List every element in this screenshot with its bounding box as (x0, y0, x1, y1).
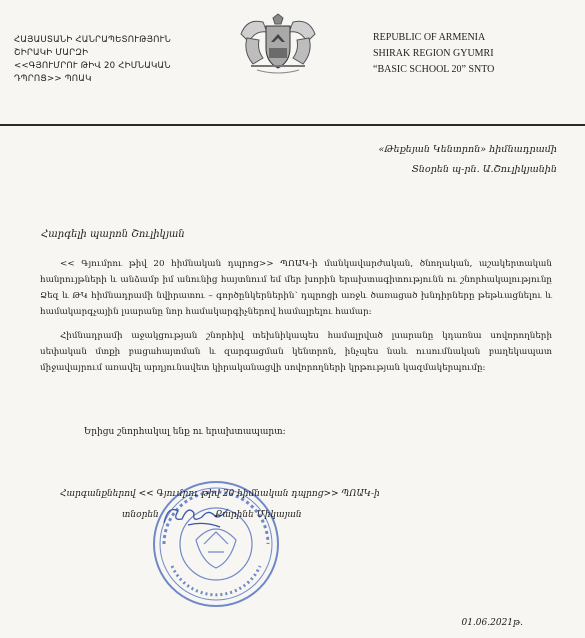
regards-line: Հարգանքներով << Գյումրու թիվ 20 հիմնական դպրոց>> ՊՈԱԿ-ի (60, 489, 380, 499)
addressee-block (379, 140, 557, 180)
letterhead-line: ՇԻՐԱԿԻ ՄԱՐԶԻ (14, 48, 89, 58)
letter-date: 01.06.2021թ. (461, 618, 523, 628)
letterhead-line: <<ԳՅՈՒՄՐՈՒ ԹԻՎ 20 ՀԻՄՆԱԿԱՆ (14, 61, 171, 71)
closing-line: Երիցս շնորհակալ ենք ու երախտապարտ: (84, 427, 286, 437)
signer-title: տնօրեն (122, 510, 159, 520)
letterhead-line: SHIRAK REGION GYUMRI (373, 48, 494, 59)
salutation: Հարգելի պարոն Շուլիկյան (41, 229, 185, 240)
body-paragraph: << Գյումրու թիվ 20 հիմնական դպրոց>> ՊՈԱԿ-ի մանկավարժական, ծնողական, աշակերտական հանրույթների և անձամբ իմ անունից հայտնում եմ մեր խորին երախտագիտությունն ու շնորհակալությունը Ձեզ և ԹԿ հիմնադրամի նվիրատու – գործընկերներին՝ դպրոցի առջև ծառացած խնդիրները թեթևացնելու և համակարգչային լսարանը նոր համակարգիչներով համալրելու համար: (40, 259, 552, 317)
addressee-person: Տնօրեն պ-րն. Ա.Շուլիկյանին (411, 164, 557, 175)
coat-of-arms-icon (233, 12, 323, 76)
letterhead-line: ԴՊՐՈՑ>> ՊՈԱԿ (14, 74, 92, 84)
signer-line (122, 507, 302, 523)
letterhead-armenian (14, 34, 204, 86)
letterhead-line: “BASIC SCHOOL 20” SNTO (373, 64, 495, 75)
body-paragraph: Հիմնադրամի աջակցության շնորհիվ տեխնիկապես համալրված լսարանը կդառնա սովորողների սեփական մտքի բացահայտման և զարգացման կենտրոն, ինչպես նաև ուսումնական բաղեկապատ միջավայրում առավել արդյունավետ կիրականացվի սովորողների կրթության կազմակերպումը: (40, 331, 552, 373)
letterhead-line: ՀԱՅԱՍՏԱՆԻ ՀԱՆՐԱՊԵՏՈՒԹՅՈՒՆ (14, 35, 171, 45)
addressee-organization: «Թեքեյան Կենտրոն» հիմնադրամի (378, 144, 557, 155)
letterhead-english (373, 30, 578, 78)
letter-body (40, 256, 552, 384)
header-divider (0, 124, 585, 126)
signer-name: Քարինե Միկայան (214, 510, 302, 520)
letterhead-line: REPUBLIC OF ARMENIA (373, 32, 486, 43)
